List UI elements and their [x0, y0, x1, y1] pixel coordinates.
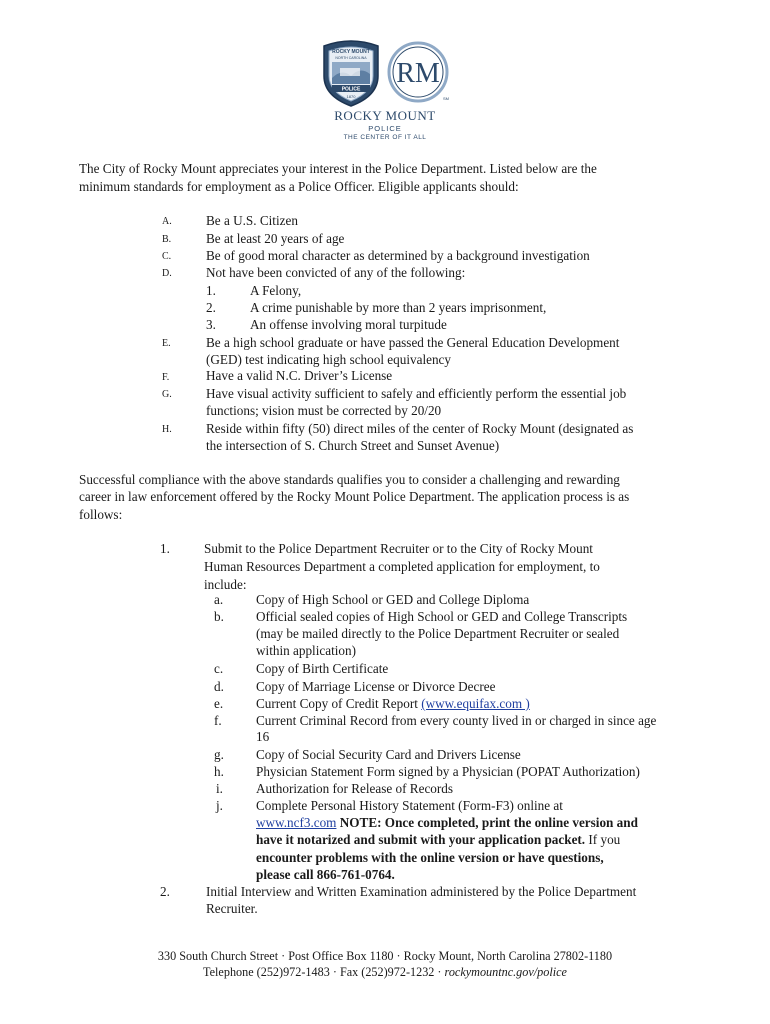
req-g: Copy of Social Security Card and Drivers License — [256, 747, 521, 762]
standard-d: Not have been convicted of any of the following: — [206, 265, 466, 280]
step-num-1: 1. — [160, 541, 170, 556]
note-bold-2: have it notarized and submit with your application packet. — [256, 832, 586, 847]
req-letter-j: j. — [216, 798, 223, 813]
standard-g-line-1: Have visual activity sufficient to safely and efficiently perform the essential job — [206, 386, 627, 401]
req-letter-e: e. — [214, 696, 224, 711]
logo-group — [318, 38, 454, 108]
standard-h-line-1: Reside within fifty (50) direct miles of the center of Rocky Mount (designated as — [206, 421, 634, 436]
req-letter-a: a. — [214, 592, 224, 607]
tagline: THE CENTER OF IT ALL — [343, 134, 427, 141]
offense-num-1: 1. — [206, 283, 216, 298]
step2-line-1: Initial Interview and Written Examination administered by the Police Department — [206, 884, 637, 899]
standard-letter-d: D. — [162, 268, 172, 279]
step1-line-2: Human Resources Department a completed application for employment, to — [204, 559, 600, 574]
offense-2: A crime punishable by more than 2 years imprisonment, — [250, 300, 547, 315]
offense-num-2: 2. — [206, 300, 216, 315]
step-num-2: 2. — [160, 884, 170, 899]
standard-letter-a: A. — [162, 216, 172, 227]
standard-e-line-2: (GED) test indicating high school equivalency — [206, 352, 452, 367]
intro-line-1: The City of Rocky Mount appreciates your interest in the Police Department. Listed below are the — [79, 161, 597, 176]
note-bold-1: NOTE: Once completed, print the online version and — [336, 815, 638, 830]
footer-phone-fax: Telephone (252)972-1483 · Fax (252)972-1232 · — [203, 965, 445, 979]
footer-contact — [0, 964, 770, 980]
req-c: Copy of Birth Certificate — [256, 661, 389, 676]
badge-top-text: ROCKY MOUNT — [332, 49, 370, 55]
intro-line-2: minimum standards for employment as a Police Officer. Eligible applicants should: — [79, 179, 519, 194]
step2-line-2: Recruiter. — [206, 901, 258, 916]
req-b-line-1: Official sealed copies of High School or GED and College Transcripts — [256, 609, 628, 624]
standard-g-line-2: functions; vision must be corrected by 20/20 — [206, 403, 442, 418]
footer-address: 330 South Church Street · Post Office Box 1180 · Rocky Mount, North Carolina 27802-1180 — [157, 949, 613, 963]
standard-letter-f: F. — [162, 372, 170, 383]
standard-letter-b: B. — [162, 234, 172, 245]
req-h: Physician Statement Form signed by a Physician (POPAT Authorization) — [256, 764, 640, 779]
footer-website[interactable]: rockymountnc.gov/police — [444, 965, 567, 979]
compliance-line-3: follows: — [79, 507, 123, 522]
offense-num-3: 3. — [206, 317, 216, 332]
req-e-text: Current Copy of Credit Report — [256, 696, 422, 711]
standard-letter-e: E. — [162, 338, 171, 349]
standard-e-line-1: Be a high school graduate or have passed the General Education Development — [206, 335, 620, 350]
compliance-line-1: Successful compliance with the above standards qualifies you to consider a challenging and rewarding — [79, 472, 620, 487]
req-b-line-2: (may be mailed directly to the Police Department Recruiter or sealed — [256, 626, 620, 641]
offense-3: An offense involving moral turpitude — [250, 317, 447, 332]
standard-letter-g: G. — [162, 389, 172, 400]
compliance-line-2: career in law enforcement offered by the Rocky Mount Police Department. The application process is as — [79, 489, 630, 504]
org-sub: POLICE — [368, 124, 402, 133]
badge-year-text: 1870 — [346, 94, 356, 99]
note-plain-2: If you — [585, 832, 621, 847]
req-letter-d: d. — [214, 679, 224, 694]
standard-letter-c: C. — [162, 251, 172, 262]
req-f-line-2: 16 — [256, 729, 270, 744]
req-letter-g: g. — [214, 747, 224, 762]
police-badge-icon — [318, 38, 384, 108]
org-name: ROCKY MOUNT — [334, 108, 436, 123]
req-f-line-1: Current Criminal Record from every county lived in or charged in since age — [256, 713, 657, 728]
standard-c: Be of good moral character as determined by a background investigation — [206, 248, 590, 263]
req-a: Copy of High School or GED and College Diploma — [256, 592, 530, 607]
req-e — [256, 695, 530, 712]
monogram-text: RM — [396, 58, 440, 89]
standard-b: Be at least 20 years of age — [206, 231, 345, 246]
ncf3-link[interactable]: www.ncf3.com — [256, 815, 337, 830]
req-j-line-4: encounter problems with the online version or have questions, — [256, 850, 604, 865]
step1-line-3: include: — [204, 577, 247, 592]
standard-a: Be a U.S. Citizen — [206, 213, 298, 228]
sm-mark-text: SM — [443, 96, 449, 101]
standard-letter-h: H. — [162, 424, 172, 435]
req-letter-b: b. — [214, 609, 224, 624]
req-d: Copy of Marriage License or Divorce Decree — [256, 679, 496, 694]
req-j-line-2 — [256, 814, 638, 831]
step1-line-1: Submit to the Police Department Recruiter or to the City of Rocky Mount — [204, 541, 593, 556]
req-b-line-3: within application) — [256, 643, 356, 658]
standard-h-line-2: the intersection of S. Church Street and Sunset Avenue) — [206, 438, 500, 453]
req-j-line-3 — [256, 831, 620, 848]
req-j-line-5: please call 866-761-0764. — [256, 867, 395, 882]
req-letter-f: f. — [214, 713, 222, 728]
equifax-link[interactable]: (www.equifax.com ) — [421, 696, 530, 711]
req-letter-c: c. — [214, 661, 224, 676]
standard-f: Have a valid N.C. Driver’s License — [206, 368, 393, 383]
req-i: Authorization for Release of Records — [256, 781, 454, 796]
req-letter-h: h. — [214, 764, 224, 779]
badge-state-text: NORTH CAROLINA — [335, 56, 367, 60]
offense-1: A Felony, — [250, 283, 302, 298]
badge-police-text: POLICE — [341, 86, 361, 93]
req-letter-i: i. — [216, 781, 223, 796]
req-j-line-1: Complete Personal History Statement (Form-F3) online at — [256, 798, 563, 813]
rm-monogram-icon — [386, 40, 452, 106]
